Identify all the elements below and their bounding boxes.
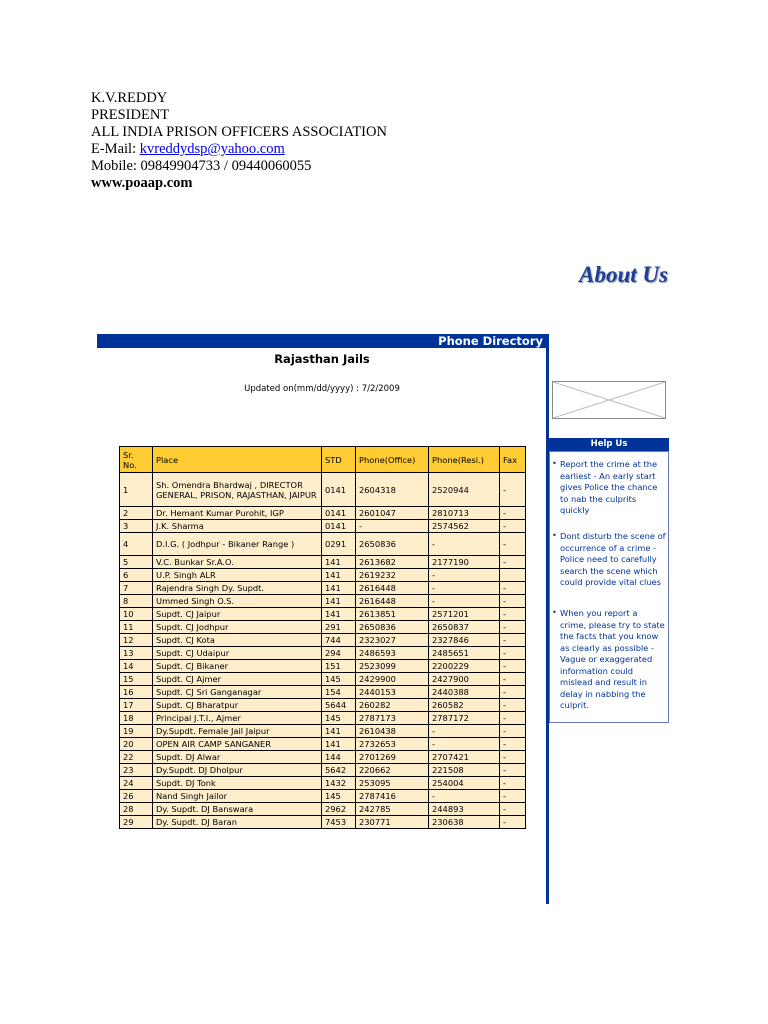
table-row [120,673,526,686]
table-cell: - [500,712,526,725]
table-cell: Ummed Singh O.S. [153,595,322,608]
help-us-panel [549,451,669,723]
table-cell: 2327846 [429,634,500,647]
table-row [120,473,526,507]
table-cell: 0291 [322,533,356,556]
table-cell: 141 [322,725,356,738]
table-cell: - [500,595,526,608]
table-cell: 260582 [429,699,500,712]
table-cell [500,569,526,582]
table-header-row [120,447,526,473]
table-cell: 2486593 [356,647,429,660]
table-cell: Supdt. DJ Alwar [153,751,322,764]
help-tip: • Report the crime at the earliest - An early start gives Police the chance to nab the culprits quickly [552,458,658,515]
table-cell: 1 [120,473,153,507]
table-cell: - [500,660,526,673]
table-cell: U.P. Singh ALR [153,569,322,582]
table-cell: - [429,569,500,582]
table-cell: Supdt. CJ Kota [153,634,322,647]
table-cell: 2429900 [356,673,429,686]
table-cell: 10 [120,608,153,621]
about-us-heading[interactable]: About Us [579,262,668,287]
table-cell: Supdt. CJ Bikaner [153,660,322,673]
table-cell: 1432 [322,777,356,790]
table-cell: 6 [120,569,153,582]
table-cell: 2650837 [429,621,500,634]
table-cell: 0141 [322,507,356,520]
table-cell: Supdt. CJ Jaipur [153,608,322,621]
table-cell: OPEN AIR CAMP SANGANER [153,738,322,751]
table-cell: - [429,725,500,738]
table-cell: 16 [120,686,153,699]
image-placeholder-icon [553,382,665,418]
table-cell: 242785 [356,803,429,816]
mobile-line: Mobile: 09849904733 / 09440060055 [91,158,312,174]
table-cell: 20 [120,738,153,751]
table-cell: Supdt. CJ Sri Ganganagar [153,686,322,699]
table-cell: 2613851 [356,608,429,621]
table-cell: 260282 [356,699,429,712]
table-row [120,803,526,816]
table-cell: 145 [322,712,356,725]
table-row [120,764,526,777]
table-cell: 144 [322,751,356,764]
table-cell: Dy.Supdt. Female Jail Jaipur [153,725,322,738]
table-cell: 230638 [429,816,500,829]
table-cell: 2610438 [356,725,429,738]
table-row [120,816,526,829]
table-cell: 141 [322,569,356,582]
table-cell: 18 [120,712,153,725]
table-cell: 2787172 [429,712,500,725]
table-row [120,738,526,751]
table-cell: 4 [120,533,153,556]
table-cell: Dr. Hemant Kumar Purohit, IGP [153,507,322,520]
table-cell: 11 [120,621,153,634]
table-cell: 7 [120,582,153,595]
table-cell: 13 [120,647,153,660]
table-cell: 2601047 [356,507,429,520]
president-title: PRESIDENT [91,107,170,123]
table-cell: 2440388 [429,686,500,699]
table-row [120,790,526,803]
table-cell: - [500,673,526,686]
table-cell: V.C. Bunkar Sr.A.O. [153,556,322,569]
table-cell: 151 [322,660,356,673]
table-row [120,595,526,608]
table-row [120,660,526,673]
table-cell: 2523099 [356,660,429,673]
help-us-header: Help Us [549,438,669,451]
help-tip: • Dont disturb the scene of occurrence of a crime - Police need to carefully search the scene which could provide vital clues [552,530,666,587]
table-cell: Supdt. CJ Ajmer [153,673,322,686]
table-cell: 15 [120,673,153,686]
table-cell: - [500,582,526,595]
column-header: Sr. No. [120,447,153,473]
table-cell: 12 [120,634,153,647]
table-row [120,507,526,520]
phone-directory-bar: Phone Directory [97,334,547,348]
table-cell: - [500,790,526,803]
table-cell: Sh. Omendra Bhardwaj , DIRECTOR GENERAL, PRISON, RAJASTHAN, JAIPUR [153,473,322,507]
table-row [120,569,526,582]
table-row [120,621,526,634]
table-cell: 23 [120,764,153,777]
table-cell: 24 [120,777,153,790]
table-cell: Supdt. CJ Udaipur [153,647,322,660]
table-cell: 2619232 [356,569,429,582]
table-cell: 221508 [429,764,500,777]
table-cell: - [500,777,526,790]
table-cell: 2810713 [429,507,500,520]
table-cell: Supdt. DJ Tonk [153,777,322,790]
directory-subtitle: Rajasthan Jails [274,352,370,366]
bullet-icon: • [552,458,557,468]
contact-header [91,90,387,192]
table-cell: - [500,764,526,777]
table-cell: 8 [120,595,153,608]
table-cell: 2701269 [356,751,429,764]
phone-directory-table [119,446,526,829]
table-cell: - [500,507,526,520]
table-cell: 2323027 [356,634,429,647]
table-row [120,699,526,712]
table-cell: 19 [120,725,153,738]
table-cell: 5644 [322,699,356,712]
table-cell: - [500,699,526,712]
organization-name: ALL INDIA PRISON OFFICERS ASSOCIATION [91,124,387,140]
table-cell: Dy. Supdt. DJ Banswara [153,803,322,816]
table-cell: 291 [322,621,356,634]
table-row [120,725,526,738]
table-cell: 154 [322,686,356,699]
table-cell: 5 [120,556,153,569]
table-cell: 2200229 [429,660,500,673]
table-cell: - [500,608,526,621]
table-cell: 220662 [356,764,429,777]
table-cell: - [429,533,500,556]
table-row [120,686,526,699]
table-cell: 2440153 [356,686,429,699]
table-cell: 2520944 [429,473,500,507]
table-cell: 230771 [356,816,429,829]
table-cell: Nand Singh Jailor [153,790,322,803]
table-cell: 2177190 [429,556,500,569]
table-cell: 14 [120,660,153,673]
table-cell: - [500,725,526,738]
table-cell: 2613682 [356,556,429,569]
table-cell: 145 [322,673,356,686]
table-cell: - [500,751,526,764]
table-cell: 28 [120,803,153,816]
table-cell: 2574562 [429,520,500,533]
table-cell: 2485651 [429,647,500,660]
table-cell: - [429,582,500,595]
table-cell: - [429,595,500,608]
table-cell: 2650836 [356,533,429,556]
table-cell: - [356,520,429,533]
table-row [120,520,526,533]
bullet-icon: • [552,530,557,540]
table-cell: 2 [120,507,153,520]
table-cell: Principal J.T.I., Ajmer [153,712,322,725]
table-cell: 2616448 [356,582,429,595]
table-cell: 294 [322,647,356,660]
email-label: E-Mail: [91,141,140,157]
table-row [120,647,526,660]
table-cell: 141 [322,595,356,608]
table-cell: Supdt. CJ Bharatpur [153,699,322,712]
table-cell: 141 [322,556,356,569]
email-line [91,141,387,158]
table-cell: 5642 [322,764,356,777]
table-cell: 29 [120,816,153,829]
table-cell: - [500,473,526,507]
table-cell: 0141 [322,473,356,507]
broken-image-placeholder [552,381,666,419]
table-row [120,533,526,556]
table-cell: D.I.G. ( Jodhpur - Bikaner Range ) [153,533,322,556]
table-row [120,777,526,790]
table-cell: - [429,738,500,751]
table-cell: 0141 [322,520,356,533]
table-cell: Rajendra Singh Dy. Supdt. [153,582,322,595]
table-cell: 17 [120,699,153,712]
table-cell: 2732653 [356,738,429,751]
column-header: Phone(Resi.) [429,447,500,473]
table-cell: Dy.Supdt. DJ Dholpur [153,764,322,777]
table-cell: - [500,816,526,829]
table-body [120,473,526,829]
table-cell: 2962 [322,803,356,816]
table-row [120,608,526,621]
column-header: STD [322,447,356,473]
email-link[interactable]: kvreddydsp@yahoo.com [139,141,285,157]
table-cell: 141 [322,608,356,621]
column-header: Fax [500,447,526,473]
table-cell: - [429,790,500,803]
table-cell: 2787416 [356,790,429,803]
table-row [120,634,526,647]
table-cell: Dy. Supdt. DJ Baran [153,816,322,829]
table-row [120,582,526,595]
table-cell: 2604318 [356,473,429,507]
table-cell: - [500,634,526,647]
table-row [120,712,526,725]
table-cell: 2707421 [429,751,500,764]
table-cell: Supdt. CJ Jodhpur [153,621,322,634]
table-cell: 141 [322,738,356,751]
table-row [120,751,526,764]
table-cell: 744 [322,634,356,647]
table-cell: 2787173 [356,712,429,725]
table-cell: - [500,686,526,699]
table-row [120,556,526,569]
table-cell: 2571201 [429,608,500,621]
column-header: Place [153,447,322,473]
table-cell: - [500,621,526,634]
help-tip: • When you report a crime, please try to state the facts that you know as clearly as possible - Vague or exaggerated information could mislead and result in delay in nabbing the culprit. [552,607,665,710]
updated-date: Updated on(mm/dd/yyyy) : 7/2/2009 [244,384,400,394]
table-cell: 3 [120,520,153,533]
bullet-icon: • [552,607,557,617]
president-name: K.V.REDDY [91,90,168,106]
table-cell: J.K. Sharma [153,520,322,533]
table-cell: - [500,803,526,816]
table-cell: 2616448 [356,595,429,608]
table-cell: 244893 [429,803,500,816]
table-cell: 26 [120,790,153,803]
table-cell: - [500,738,526,751]
table-cell: - [500,520,526,533]
table-cell: 22 [120,751,153,764]
table-cell: 254004 [429,777,500,790]
column-header: Phone(Office) [356,447,429,473]
table-cell: - [500,556,526,569]
table-cell: 2650836 [356,621,429,634]
table-cell: 253095 [356,777,429,790]
table-cell: - [500,647,526,660]
table-cell: - [500,533,526,556]
table-cell: 7453 [322,816,356,829]
table-cell: 2427900 [429,673,500,686]
table-cell: 145 [322,790,356,803]
website-line: www.poaap.com [91,175,193,191]
table-cell: 141 [322,582,356,595]
